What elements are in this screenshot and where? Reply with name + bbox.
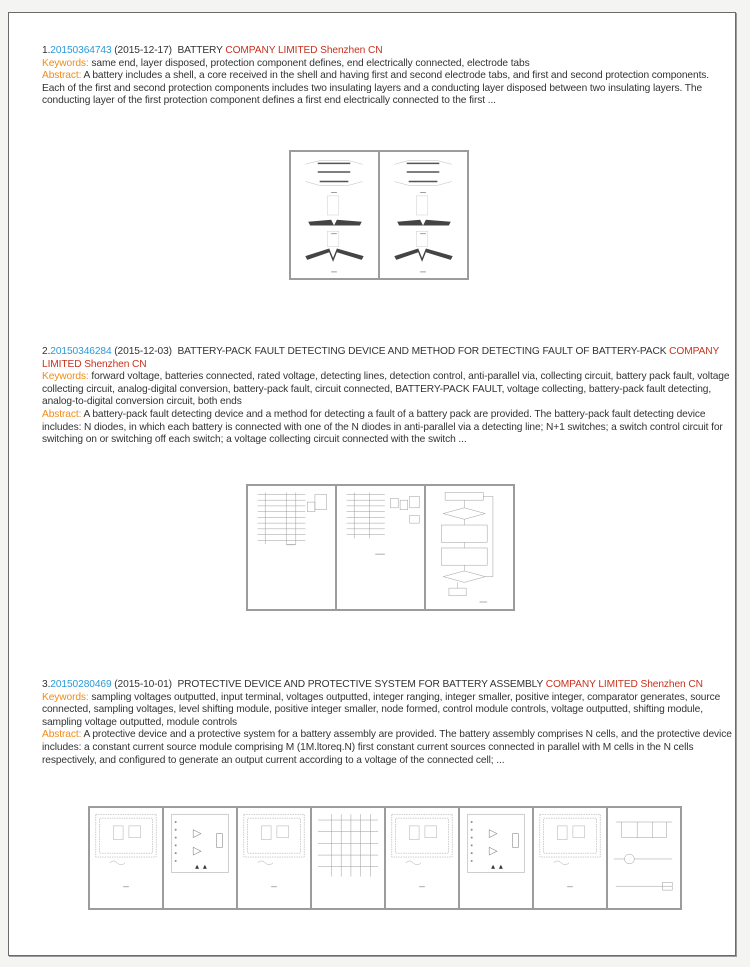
keywords-label: Keywords: xyxy=(42,57,89,69)
schematic-5-icon xyxy=(460,808,532,908)
patent-entry-1 xyxy=(42,45,732,108)
abstract xyxy=(42,409,732,447)
circuit-diagram-icon xyxy=(608,808,680,908)
keywords-text: same end, layer disposed, protection component defines, end electrically connected, electrode tabs xyxy=(91,57,530,69)
abstract-label: Abstract: xyxy=(42,70,82,82)
patent-number-link[interactable]: 20150364743 xyxy=(50,45,112,56)
entry-index: 1. xyxy=(42,45,51,56)
schematic-1-icon xyxy=(90,808,162,908)
figure-thumbnail[interactable] xyxy=(458,806,534,910)
abstract xyxy=(42,70,732,108)
patent-title: BATTERY-PACK FAULT DETECTING DEVICE AND METHOD FOR DETECTING FAULT OF BATTERY-PACK xyxy=(177,346,667,357)
entry-header xyxy=(42,679,732,692)
circuit-table-icon xyxy=(248,486,335,609)
circuit-table-icon xyxy=(337,486,424,609)
schematic-4-icon xyxy=(386,808,458,908)
patent-entry-2 xyxy=(42,346,732,447)
figure-thumbnail[interactable] xyxy=(246,484,337,611)
keywords-text: forward voltage, batteries connected, rated voltage, detecting lines, detection control, anti-parallel via, collecting circuit, battery pack fault, voltage collecting circuit, analog-digital conversion, battery-pack fault, circuit connected, BATTERY-PACK FAULT, voltage collecting, battery-pack fault detecting, analog-to-digital conversion circuit, both ends xyxy=(42,371,730,408)
keywords xyxy=(42,371,732,409)
figure-thumbnail[interactable] xyxy=(378,150,469,280)
figure-thumbnail[interactable] xyxy=(606,806,682,910)
patent-title: PROTECTIVE DEVICE AND PROTECTIVE SYSTEM FOR BATTERY ASSEMBLY xyxy=(177,679,543,690)
patent-entry-3 xyxy=(42,679,732,767)
abstract-label: Abstract: xyxy=(42,408,82,420)
entry-index: 3. xyxy=(42,679,51,690)
schematic-3-icon xyxy=(238,808,310,908)
document-page xyxy=(8,12,736,956)
figure-thumbnail[interactable] xyxy=(310,806,386,910)
abstract-text: A protective device and a protective system for a battery assembly are provided. The battery assembly comprises N cells, and the protective device includes: a constant current source module comprising M (1M.ltoreq.N) first constant current sources connected in parallel with M cells in the N cells respectively, and configured to generate an output current according to a voltage of the connected cell; ... xyxy=(42,729,732,766)
timing-diagram-icon xyxy=(312,808,384,908)
figure-thumbnails-3 xyxy=(88,806,680,910)
patent-date: (2015-12-03) xyxy=(114,346,172,357)
patent-title: BATTERY xyxy=(177,45,223,56)
entry-header xyxy=(42,346,732,371)
patent-company: COMPANY LIMITED Shenzhen CN xyxy=(545,679,703,690)
patent-company: COMPANY LIMITED Shenzhen CN xyxy=(42,346,720,370)
abstract-label: Abstract: xyxy=(42,729,82,741)
keywords-label: Keywords: xyxy=(42,371,89,383)
figure-thumbnails-2 xyxy=(246,484,513,611)
keywords xyxy=(42,58,732,71)
abstract-text: A battery includes a shell, a core received in the shell and having first and second electrode tabs, and first and second protection components. Each of the first and second protection components includes two insulating layers and a conducting layer disposed between two insulating layers. The conducting layer of the first protection component defines a first end electrically connected to the first ... xyxy=(42,70,710,107)
schematic-2-icon xyxy=(164,808,236,908)
keywords-text: sampling voltages outputted, input terminal, voltages outputted, integer ranging, integer smaller, positive integer, comparator generates, source connected, sampling voltages, level shifting module, positive integer smaller, node formed, control module controls, voltage outputted, shifting module, sampling voltage outputted, module controls xyxy=(42,691,721,728)
patent-company: COMPANY LIMITED Shenzhen CN xyxy=(225,45,383,56)
figure-thumbnail[interactable] xyxy=(532,806,608,910)
abstract-text: A battery-pack fault detecting device and a method for detecting a fault of a battery pack are provided. The battery-pack fault detecting device includes: N diodes, in which each battery is connected with one of the N diodes in anti-parallel via a detecting line; N+1 switches; a switch control circuit for switching on or switching off each switch; a voltage collecting circuit connected with the switch ... xyxy=(42,408,723,446)
entry-header xyxy=(42,45,732,58)
patent-number-link[interactable]: 20150280469 xyxy=(50,679,112,690)
entry-index: 2. xyxy=(42,346,51,357)
figure-thumbnails-1 xyxy=(289,150,467,280)
figure-thumbnail[interactable] xyxy=(236,806,312,910)
schematic-6-icon xyxy=(534,808,606,908)
abstract xyxy=(42,729,732,767)
patent-number-link[interactable]: 20150346284 xyxy=(50,346,112,357)
patent-date: (2015-12-17) xyxy=(114,45,172,56)
figure-thumbnail[interactable] xyxy=(335,484,426,611)
figure-thumbnail[interactable] xyxy=(88,806,164,910)
keywords xyxy=(42,692,732,730)
battery-figure-icon xyxy=(291,152,378,278)
figure-thumbnail[interactable] xyxy=(424,484,515,611)
figure-thumbnail[interactable] xyxy=(384,806,460,910)
figure-thumbnail[interactable] xyxy=(162,806,238,910)
patent-date: (2015-10-01) xyxy=(114,679,172,690)
figure-thumbnail[interactable] xyxy=(289,150,380,280)
flowchart-icon xyxy=(426,486,513,609)
battery-figure-icon xyxy=(380,152,467,278)
keywords-label: Keywords: xyxy=(42,691,89,703)
